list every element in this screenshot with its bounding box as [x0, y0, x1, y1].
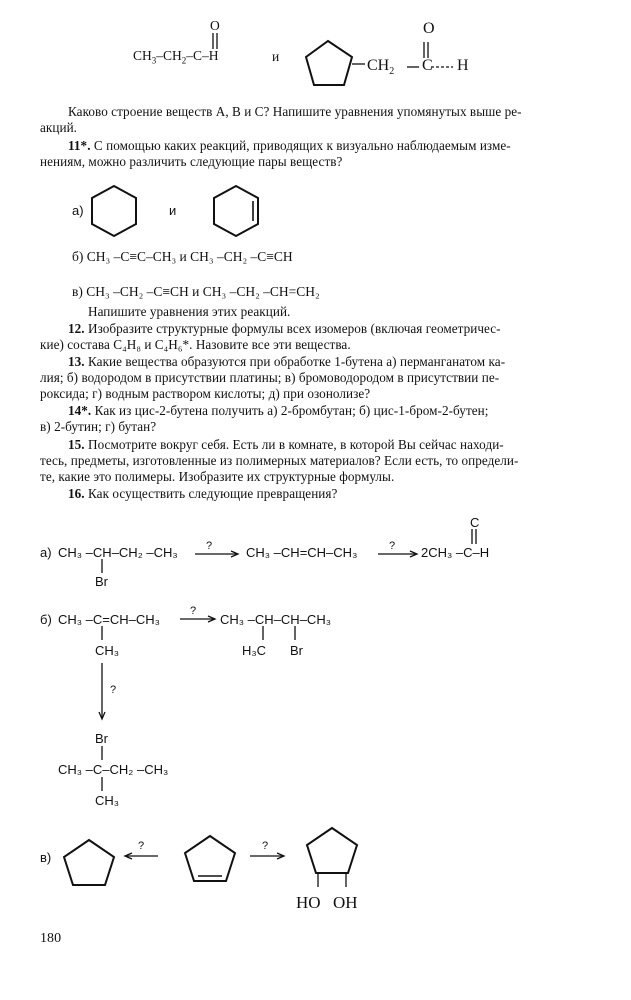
q16-b-down-main: CH₃ –C–CH₂ –CH₃	[58, 762, 169, 777]
q16-text1: Как осуществить следующие превращения?	[88, 486, 338, 501]
q14-number: 14*.	[68, 403, 92, 418]
q11-number: 11*.	[68, 138, 91, 153]
q11-a-label: а)	[72, 203, 84, 218]
q16-a-label: а)	[40, 545, 52, 560]
q16-v-oh: OH	[333, 893, 358, 912]
mol2-hydrogen: H	[457, 57, 469, 74]
q11-line2: нениям, можно различить следующие пары веществ?	[40, 154, 343, 169]
cyclohexene-ring	[212, 184, 262, 240]
q11-b-line: б) CH₃ –C≡C–CH₃ и CH₃ –CH₂ –C≡CH	[72, 249, 293, 264]
q16-a-arrow2	[378, 550, 424, 560]
q11-a-and: и	[169, 203, 177, 218]
cyclopentanediol-ring	[305, 825, 365, 895]
q16-a-q1: ?	[206, 540, 213, 552]
q11-tail: Напишите уравнения этих реакций.	[88, 304, 291, 319]
q11-v-line: в) CH₃ –CH₂ –C≡CH и CH₃ –CH₂ –CH=CH₂	[72, 284, 320, 299]
mol2-bonds	[405, 30, 485, 70]
q16-b-start-bond	[100, 626, 106, 642]
q16-a-double-bond	[469, 529, 479, 547]
mol1-sub2: 2	[181, 55, 187, 66]
q16-v-arrow-right	[250, 852, 290, 862]
q13-text1: Какие вещества образуются при обработке 1-бутена а) перманганатом ка-	[88, 354, 506, 369]
mol1-oxygen: O	[210, 18, 220, 33]
q13-line3: роксида; г) водным раствором кислоты; д) при озонолизе?	[40, 386, 371, 401]
q11-line1	[68, 137, 511, 154]
q-abc-line2: акций.	[40, 120, 78, 135]
q15-number: 15.	[68, 437, 85, 452]
q16-a-end: 2CH₃ –C–H	[421, 545, 490, 560]
q16-a-mid: CH₃ –CH=CH–CH₃	[246, 545, 358, 560]
q16-v-ho: HO	[296, 893, 321, 912]
q13-number: 13.	[68, 354, 85, 369]
q12-line2: кие) состава C₄H₈ и C₄H₆*. Назовите все эти вещества.	[40, 337, 351, 352]
q16-a-q2: ?	[389, 540, 396, 552]
q16-b-down-bond-top	[100, 746, 106, 762]
q16-v-q-right: ?	[262, 840, 269, 852]
q12-line1	[68, 320, 501, 337]
q16-a-start-bond	[100, 559, 106, 575]
header-and: и	[272, 49, 280, 64]
cyclohexane-ring	[90, 184, 140, 240]
q16-b-start: CH₃ –C=CH–CH₃	[58, 612, 160, 627]
q16-a-start: CH₃ –CH–CH₂ –CH₃	[58, 545, 178, 560]
mol2-sub2: 2	[389, 66, 395, 78]
cyclopentane-ring-v	[62, 837, 118, 889]
q12-text1: Изобразите структурные формулы всех изомеров (включая геометричес-	[88, 321, 501, 336]
q16-a-arrow1	[195, 550, 241, 560]
q16-b-br: Br	[290, 643, 303, 658]
mol1-carbonyl: –C–H	[186, 48, 219, 63]
q15-line2: тесь, предметы, изготовленные из полимерных материалов? Если есть, то определи-	[40, 453, 519, 468]
cyclopentene-ring	[183, 833, 239, 885]
q12-number: 12.	[68, 321, 85, 336]
q16-b-prod-bonds	[258, 626, 308, 642]
q16-b-qdown: ?	[110, 684, 117, 696]
mol1-double-bond	[210, 33, 220, 53]
q15-line1	[68, 436, 504, 453]
q11-text1: С помощью каких реакций, приводящих к визуально наблюдаемым изме-	[93, 138, 511, 153]
q16-b-arrow1	[180, 615, 220, 625]
mol2-ch2	[367, 57, 394, 77]
q16-v-arrow-left	[122, 852, 162, 862]
q15-line3: те, какие это полимеры. Изобразите их структурные формулы.	[40, 469, 395, 484]
q16-b-sub: CH₃	[95, 643, 120, 658]
q16-b-down-sub: CH₃	[95, 793, 120, 808]
q13-line2: лия; б) водородом в присутствии платины; в) бромоводородом в присутствии пе-	[40, 370, 500, 385]
q13-line1	[68, 353, 505, 370]
mol1-mid: –CH	[156, 48, 182, 63]
q16-b-arrow-down	[96, 663, 108, 723]
mol2-oxygen: O	[423, 20, 435, 37]
q16-a-top: C	[470, 515, 480, 530]
q16-v-label: в)	[40, 850, 52, 865]
q16-b-label: б)	[40, 612, 52, 627]
q15-text1: Посмотрите вокруг себя. Есть ли в комнате, в которой Вы сейчас находи-	[88, 437, 504, 452]
mol1-sub3: 3	[151, 55, 157, 66]
q16-number: 16.	[68, 486, 85, 501]
q16-a-br: Br	[95, 574, 108, 589]
q16-b-down-br: Br	[95, 731, 108, 746]
q14-line1	[68, 402, 488, 419]
q16-b-h3c: H₃C	[242, 643, 267, 658]
mol2-ch: CH	[367, 57, 390, 74]
q16-b-prod: CH₃ –CH–CH–CH₃	[220, 612, 331, 627]
q14-text1: Как из цис-2-бутена получить а) 2-бромбутан; б) цис-1-бром-2-бутен;	[94, 403, 489, 418]
q14-line2: в) 2-бутин; г) бутан?	[40, 419, 157, 434]
mol1-ch: CH	[133, 48, 152, 63]
mol2-carbon: C	[422, 57, 433, 74]
q16-v-q-left: ?	[138, 840, 145, 852]
cyclopentane-ring-header	[300, 35, 360, 95]
page-number: 180	[40, 931, 62, 946]
q16-b-q1: ?	[190, 605, 197, 617]
q16-b-down-bond-bottom	[100, 777, 106, 793]
q-abc-line1: Каково строение веществ А, В и С? Напишите уравнения упомянутых выше ре-	[68, 104, 522, 119]
header-mol1	[133, 48, 219, 66]
q16-line1	[68, 485, 337, 502]
